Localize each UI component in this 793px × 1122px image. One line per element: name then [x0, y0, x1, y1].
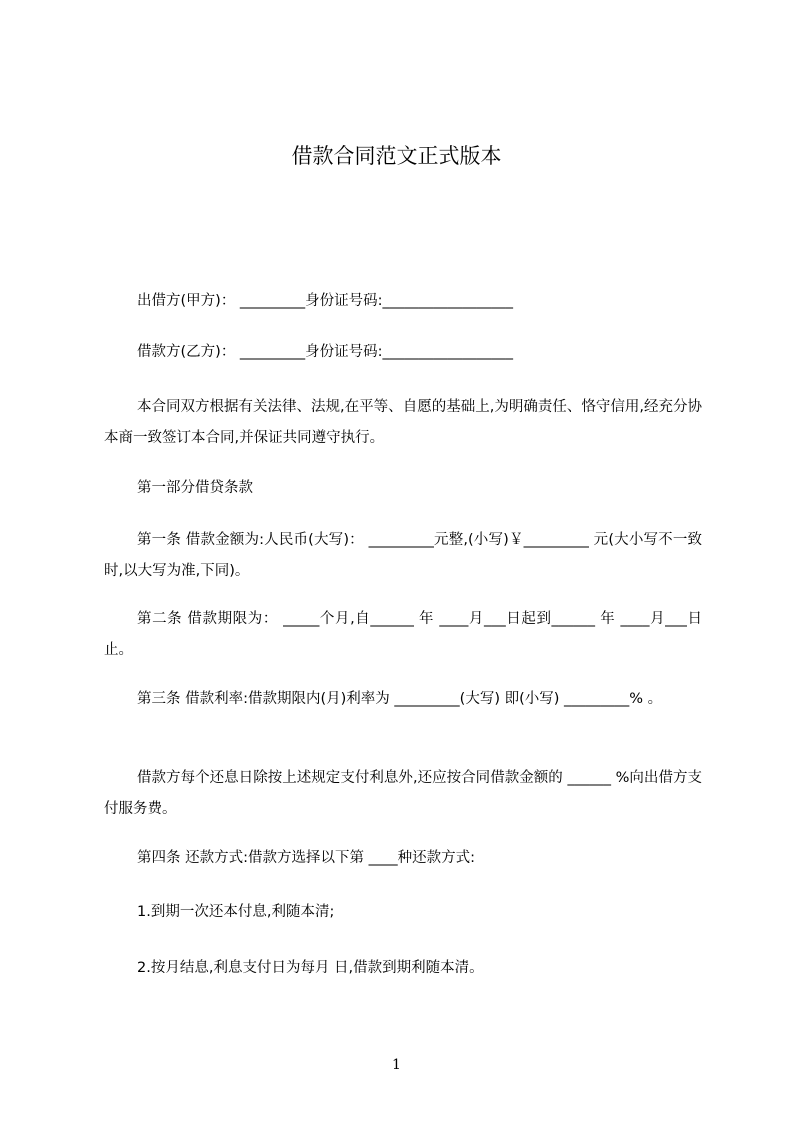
repayment-option-1: 1.到期一次还本付息,利随本清;	[137, 904, 335, 920]
lender-info-line: 出借方(甲方)： _________身份证号码:__________________	[137, 293, 514, 309]
section-heading-loan-terms: 第一部分借贷条款	[137, 480, 253, 496]
borrower-info-line: 借款方(乙方)： _________身份证号码:__________________	[137, 344, 514, 360]
article-3-interest-rate: 第三条 借款利率:借款期限内(月)利率为 _________(大写) 即(小写) _________% 。	[137, 691, 663, 707]
page-number: 1	[392, 1057, 401, 1073]
repayment-option-2: 2.按月结息,利息支付日为每月 日,借款到期利随本清。	[137, 960, 484, 976]
article-4-repayment-method: 第四条 还款方式:借款方选择以下第 ____种还款方式:	[137, 850, 475, 866]
document-title: 借款合同范文正式版本	[291, 144, 502, 168]
article-1-loan-amount: 第一条 借款金额为:人民币(大写)： _________元整,(小写)￥_________ 元(大小写不一致时,以大写为准,下同)。	[104, 532, 702, 579]
service-fee-paragraph: 借款方每个还息日除按上述规定支付利息外,还应按合同借款金额的 ______ %向出借方支付服务费。	[104, 770, 702, 817]
preamble-paragraph: 本合同双方根据有关法律、法规,在平等、自愿的基础上,为明确责任、恪守信用,经充分协本商一致签订本合同,并保证共同遵守执行。	[104, 399, 702, 446]
article-2-loan-period: 第二条 借款期限为： _____个月,自______ 年 ____月___日起到______ 年 ____月___日止。	[104, 611, 702, 658]
